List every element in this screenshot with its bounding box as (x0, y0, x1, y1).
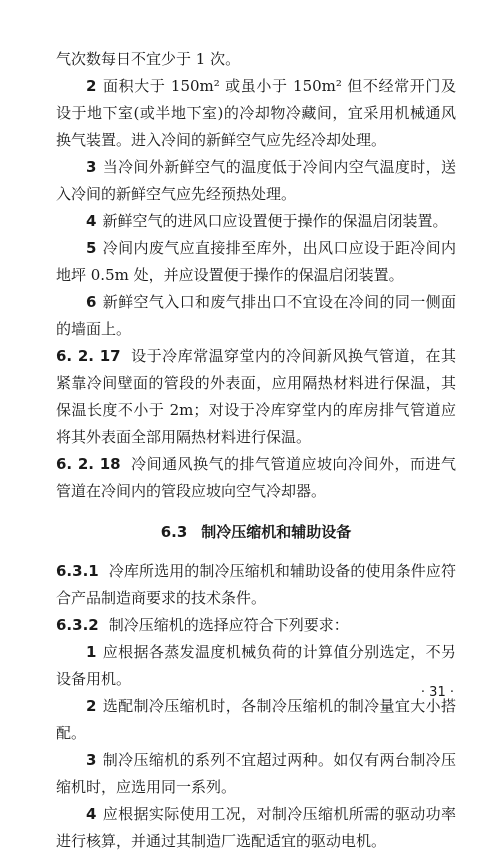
item-number: 5 (86, 239, 97, 257)
section-number: 6.3 (160, 523, 188, 541)
page-content (56, 46, 456, 855)
item-text: 应根据实际使用工况，对制冷压缩机所需的驱动功率进行核算，并通过其制造厂选配适宜的驱动电机。 (56, 805, 456, 850)
clause-number: 6. 2. 18 (56, 455, 121, 473)
list-item (56, 747, 456, 801)
list-item (56, 801, 456, 855)
list-item (56, 639, 456, 693)
clause-text: 冷间通风换气的排气管道应坡向冷间外，而进气管道在冷间内的管段应坡向空气冷却器。 (56, 455, 456, 500)
item-number: 4 (86, 805, 97, 823)
item-number: 2 (86, 697, 97, 715)
item-text: 选配制冷压缩机时，各制冷压缩机的制冷量宜大小搭配。 (56, 697, 456, 742)
item-text: 制冷压缩机的系列不宜超过两种。如仅有两台制冷压缩机时，应选用同一系列。 (56, 751, 456, 796)
item-number: 1 (86, 643, 97, 661)
section-heading (56, 519, 456, 546)
clause-number: 6.3.2 (56, 616, 99, 634)
item-text: 当冷间外新鲜空气的温度低于冷间内空气温度时，送入冷间的新鲜空气应先经预热处理。 (56, 158, 456, 203)
item-text: 新鲜空气的进风口应设置便于操作的保温启闭装置。 (102, 212, 448, 230)
list-item (56, 154, 456, 208)
item-number: 4 (86, 212, 97, 230)
item-number: 3 (86, 751, 97, 769)
section-title: 制冷压缩机和辅助设备 (201, 523, 352, 541)
list-item (56, 73, 456, 154)
clause-text: 制冷压缩机的选择应符合下列要求： (108, 616, 349, 634)
item-text: 应根据各蒸发温度机械负荷的计算值分别选定，不另设备用机。 (56, 643, 456, 688)
clause-6-3-1 (56, 558, 456, 612)
clause-text: 设于冷库常温穿堂内的冷间新风换气管道，在其紧靠冷间壁面的管段的外表面，应用隔热材料进行保温，其保温长度不小于 2m；对设于冷库穿堂内的库房排气管道应将其外表面全部用隔热材料进行保温。 (56, 347, 456, 446)
item-text: 面积大于 150m² 或虽小于 150m² 但不经常开门及设于地下室(或半地下室)的冷却物冷藏间，宜采用机械通风换气装置。进入冷间的新鲜空气应先经冷却处理。 (56, 77, 456, 149)
clause-6-2-18 (56, 451, 456, 505)
clause-6-2-17 (56, 343, 456, 451)
item-number: 6 (86, 293, 97, 311)
item-number: 3 (86, 158, 97, 176)
clause-text: 冷库所选用的制冷压缩机和辅助设备的使用条件应符合产品制造商要求的技术条件。 (56, 562, 456, 607)
paragraph-continuation: 气次数每日不宜少于 1 次。 (56, 50, 241, 68)
item-text: 新鲜空气入口和废气排出口不宜设在冷间的同一侧面的墙面上。 (56, 293, 456, 338)
list-item (56, 289, 456, 343)
clause-number: 6.3.1 (56, 562, 99, 580)
list-item (56, 208, 456, 235)
item-number: 2 (86, 77, 97, 95)
list-item (56, 235, 456, 289)
page-number: · 31 · (420, 685, 454, 700)
item-text: 冷间内废气应直接排至库外，出风口应设于距冷间内地坪 0.5m 处，并应设置便于操作的保温启闭装置。 (56, 239, 456, 284)
clause-number: 6. 2. 17 (56, 347, 121, 365)
clause-6-3-2 (56, 612, 456, 639)
